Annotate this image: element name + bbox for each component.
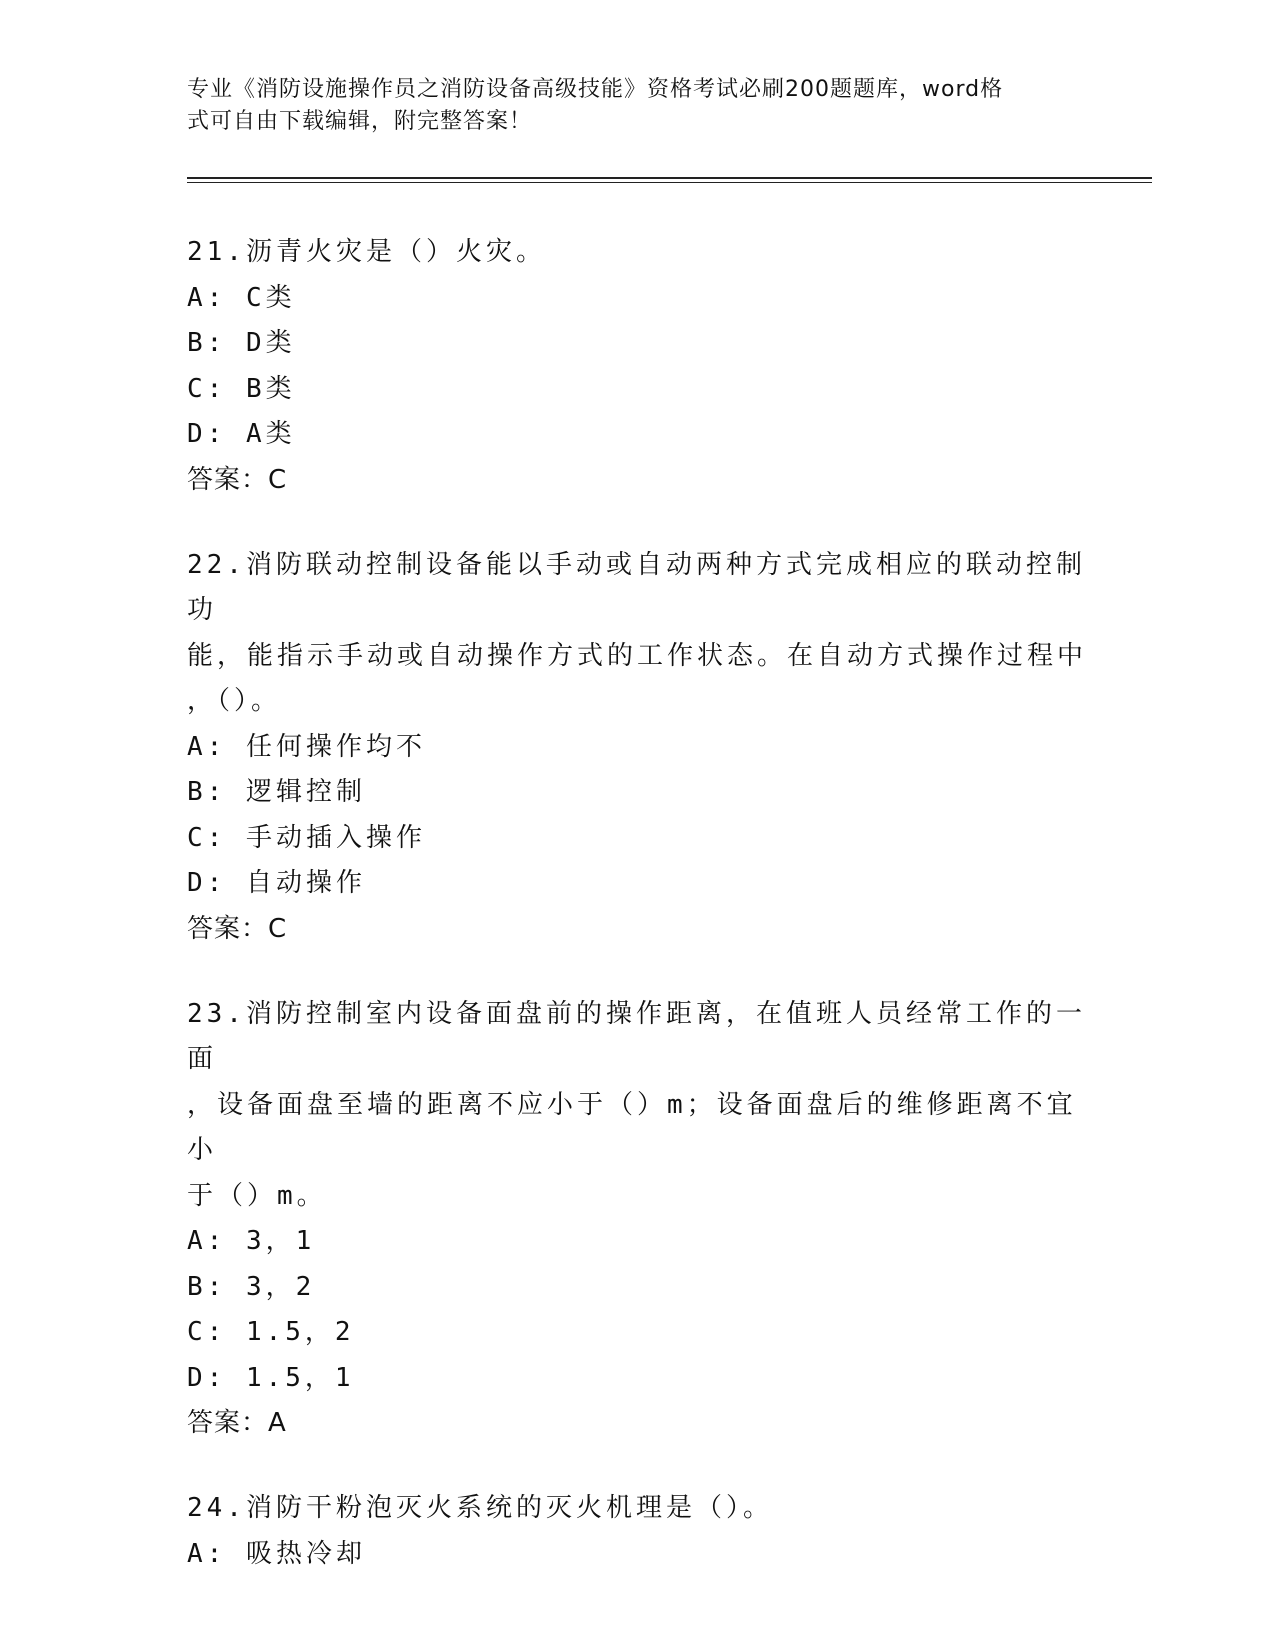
option-d: D: A类	[187, 419, 296, 449]
option-c: C: 1.5，2	[187, 1317, 355, 1347]
option-b: B: 逻辑控制	[187, 777, 366, 807]
header-line-2: 式可自由下载编辑，附完整答案！	[187, 109, 533, 134]
question-stem: 24.消防干粉泡灭火系统的灭火机理是（）。	[187, 1493, 773, 1523]
header-divider-thin	[187, 182, 1152, 183]
option-c: C: 手动插入操作	[187, 822, 426, 853]
option-a: A: 吸热冷却	[187, 1538, 366, 1569]
option-c: C: B类	[187, 373, 296, 404]
header-line-1: 专业《消防设施操作员之消防设备高级技能》资格考试必刷200题题库，word格	[187, 77, 1004, 102]
question-stem-line-3: ，（）。	[187, 686, 282, 716]
question-stem-line-1: 23.消防控制室内设备面盘前的操作距离，在值班人员经常工作的一面	[187, 998, 1086, 1074]
question-22	[187, 543, 1087, 952]
answer-key: 答案：C	[187, 464, 288, 495]
answer-key: 答案：C	[187, 913, 288, 944]
question-stem-line-2: ，设备面盘至墙的距离不应小于（）m；设备面盘后的维修距离不宜小	[187, 1089, 1077, 1165]
option-b: B: D类	[187, 328, 296, 358]
header-divider-thick	[187, 177, 1152, 179]
option-a: A: 任何操作均不	[187, 731, 426, 762]
option-d: D: 自动操作	[187, 868, 366, 898]
question-stem-line-2: 能，能指示手动或自动操作方式的工作状态。在自动方式操作过程中	[187, 640, 1088, 671]
option-a: A: C类	[187, 282, 296, 313]
question-stem-line-1: 22.消防联动控制设备能以手动或自动两种方式完成相应的联动控制功	[187, 549, 1086, 625]
question-23	[187, 992, 1087, 1447]
option-a: A: 3，1	[187, 1226, 316, 1256]
option-b: B: 3，2	[187, 1271, 316, 1302]
question-24	[187, 1486, 1087, 1577]
option-d: D: 1.5，1	[187, 1362, 355, 1393]
document-header	[187, 74, 1087, 138]
question-21	[187, 230, 1087, 503]
question-stem-line-3: 于（）m。	[187, 1180, 327, 1211]
question-list	[187, 230, 1087, 1617]
question-stem: 21.沥青火灾是（）火灾。	[187, 237, 546, 267]
answer-key: 答案：A	[187, 1408, 287, 1438]
